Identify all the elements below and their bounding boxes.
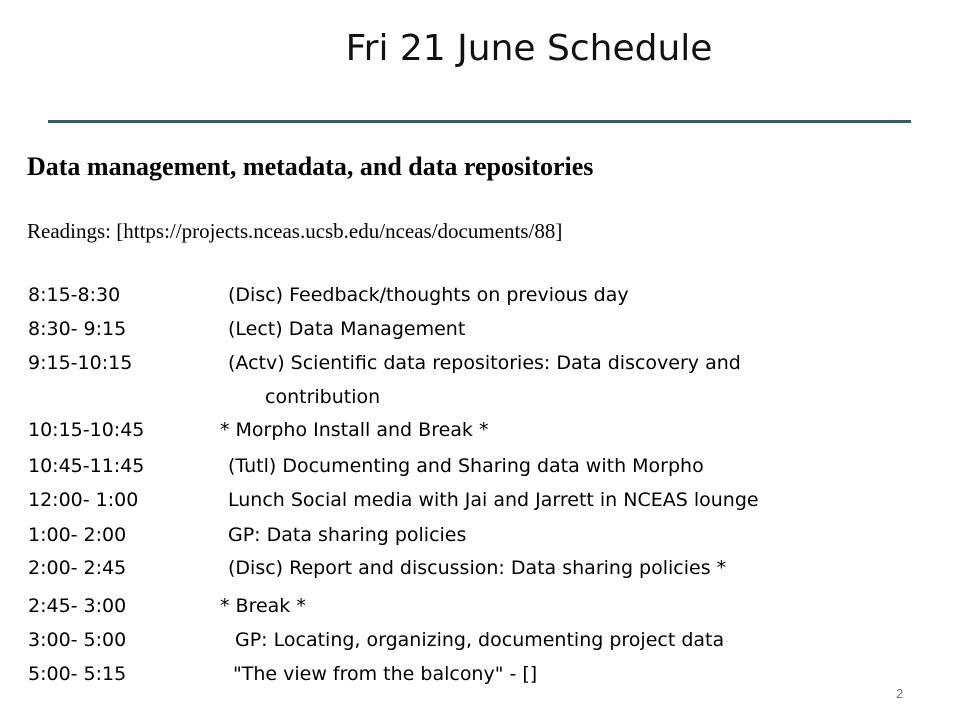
page-number: 2 xyxy=(896,686,904,701)
schedule-desc: GP: Locating, organizing, documenting project data xyxy=(235,629,725,651)
schedule-time: 9:15-10:15 xyxy=(28,352,133,374)
schedule-desc: Lunch Social media with Jai and Jarrett in NCEAS lounge xyxy=(228,489,759,511)
title-divider xyxy=(48,120,911,123)
schedule-desc: GP: Data sharing policies xyxy=(228,524,467,546)
schedule-desc-continuation: contribution xyxy=(265,386,381,408)
schedule-desc: (Disc) Report and discussion: Data sharing policies * xyxy=(228,557,727,579)
schedule-time: 12:00- 1:00 xyxy=(28,489,139,511)
schedule-desc: (Actv) Scientific data repositories: Data discovery and xyxy=(228,352,741,374)
schedule-time: 10:45-11:45 xyxy=(28,455,145,477)
schedule-time: 1:00- 2:00 xyxy=(28,524,127,546)
slide-title: Fri 21 June Schedule xyxy=(345,28,713,69)
schedule-desc: (Lect) Data Management xyxy=(228,318,466,340)
schedule-desc: (Disc) Feedback/thoughts on previous day xyxy=(228,284,629,306)
schedule-desc: * Morpho Install and Break * xyxy=(220,419,489,441)
schedule-time: 2:45- 3:00 xyxy=(28,595,127,617)
schedule-time: 8:30- 9:15 xyxy=(28,318,127,340)
schedule-desc: (Tutl) Documenting and Sharing data with Morpho xyxy=(228,455,704,477)
schedule-time: 8:15-8:30 xyxy=(28,284,121,306)
schedule-desc: * Break * xyxy=(220,595,306,617)
schedule-time: 10:15-10:45 xyxy=(28,419,145,441)
schedule-time: 2:00- 2:45 xyxy=(28,557,127,579)
readings-link: Readings: [https://projects.nceas.ucsb.edu/nceas/documents/88] xyxy=(27,219,563,243)
section-heading: Data management, metadata, and data repositories xyxy=(27,152,594,181)
schedule-desc: "The view from the balcony" - [] xyxy=(233,663,538,685)
schedule-time: 5:00- 5:15 xyxy=(28,663,127,685)
schedule-time: 3:00- 5:00 xyxy=(28,629,127,651)
